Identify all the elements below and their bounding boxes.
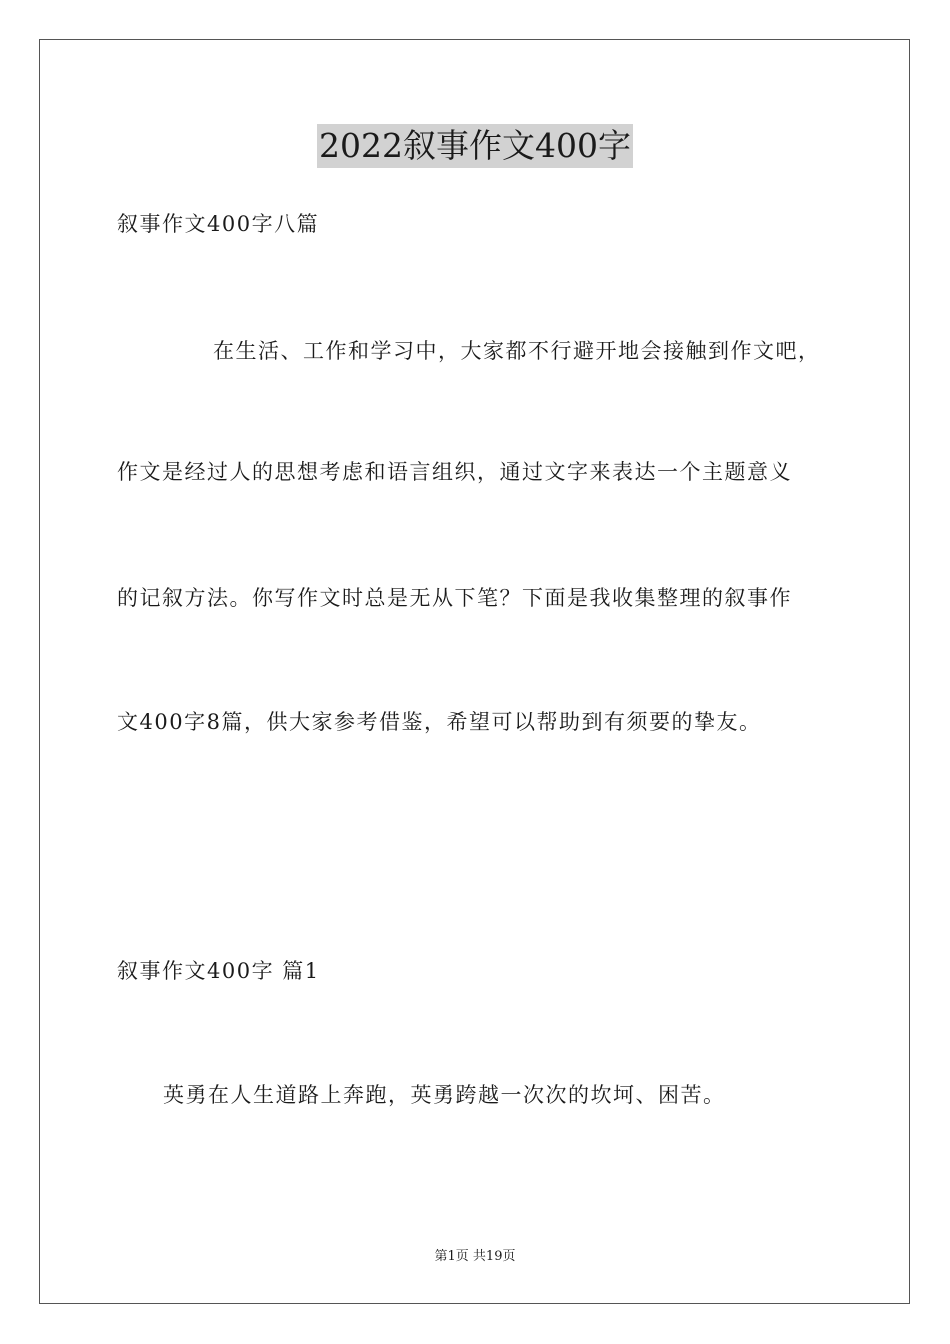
intro-line-1: 在生活、工作和学习中，大家都不行避开地会接触到作文吧，: [213, 339, 821, 363]
document-subtitle: 叙事作文400字八篇: [117, 212, 320, 236]
intro-line-4: 文400字8篇，供大家参考借鉴，希望可以帮助到有须要的挚友。: [117, 710, 762, 734]
title-container: [0, 124, 950, 168]
intro-line-3: 的记叙方法。你写作文时总是无从下笔？下面是我收集整理的叙事作: [117, 586, 792, 610]
page-footer: 第1页 共19页: [434, 1249, 516, 1264]
document-title: 2022叙事作文400字: [317, 124, 633, 168]
section-paragraph-line: 英勇在人生道路上奔跑，英勇跨越一次次的坎坷、困苦。: [163, 1083, 726, 1107]
section-heading: 叙事作文400字 篇1: [117, 959, 320, 983]
intro-line-2: 作文是经过人的思想考虑和语言组织，通过文字来表达一个主题意义: [117, 460, 792, 484]
